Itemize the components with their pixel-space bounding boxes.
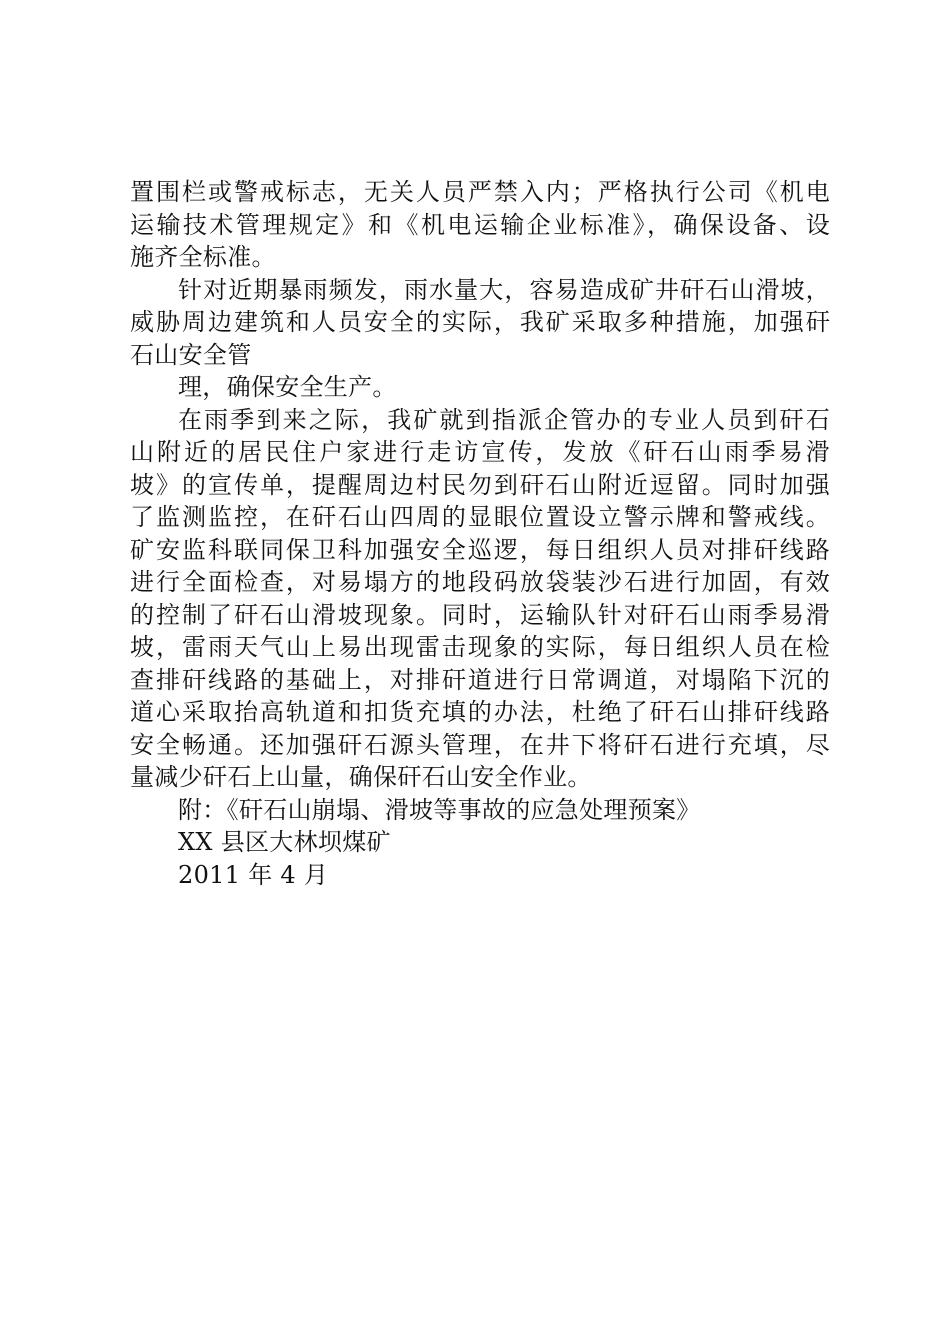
text-line: 针对近期暴雨频发，雨水量大，容易造成矿井矸石山滑坡， xyxy=(178,275,830,304)
text-line: 道心采取抬高轨道和扣货充填的办法，杜绝了矸石山排矸线路 xyxy=(130,698,830,726)
text-line: 在雨季到来之际，我矿就到指派企管办的专业人员到矸石 xyxy=(178,405,830,434)
text-line: 查排矸线路的基础上，对排矸道进行日常调道，对塌陷下沉的 xyxy=(130,665,830,694)
text-line: 安全畅通。还加强矸石源头管理，在井下将矸石进行充填，尽 xyxy=(130,730,830,759)
attachment-line: 附：《矸石山崩塌、滑坡等事故的应急处理预案》 xyxy=(178,795,701,824)
signature-date: 2011 年 4 月 xyxy=(178,860,329,889)
text-line: 量减少矸石上山量，确保矸石山安全作业。 xyxy=(130,763,592,791)
text-line: 运输技术管理规定》和《机电运输企业标准》，确保设备、设 xyxy=(130,210,830,239)
text-line: 施齐全标准。 xyxy=(130,243,276,271)
text-line: 坡》的宣传单，提醒周边村民勿到矸石山附近逗留。同时加强 xyxy=(130,470,830,499)
text-line: 坡，雷雨天气山上易出现雷击现象的实际，每日组织人员在检 xyxy=(130,633,830,661)
signature-organization: XX 县区大林坝煤矿 xyxy=(178,828,391,856)
document-body xyxy=(130,176,830,891)
text-line: 了监测监控，在矸石山四周的显眼位置设立警示牌和警戒线。 xyxy=(130,503,830,531)
text-line: 理，确保安全生产。 xyxy=(178,373,397,401)
text-line: 的控制了矸石山滑坡现象。同时，运输队针对矸石山雨季易滑 xyxy=(130,600,830,629)
text-line: 山附近的居民住户家进行走访宣传，发放《矸石山雨季易滑 xyxy=(130,438,830,466)
text-line: 威胁周边建筑和人员安全的实际，我矿采取多种措施，加强矸 xyxy=(130,308,830,336)
text-line: 矿安监科联同保卫科加强安全巡逻，每日组织人员对排矸线路 xyxy=(130,535,830,564)
text-line: 置围栏或警戒标志，无关人员严禁入内；严格执行公司《机电 xyxy=(130,178,830,206)
text-line: 石山安全管 xyxy=(130,340,252,369)
text-line: 进行全面检查，对易塌方的地段码放袋装沙石进行加固，有效 xyxy=(130,568,830,596)
